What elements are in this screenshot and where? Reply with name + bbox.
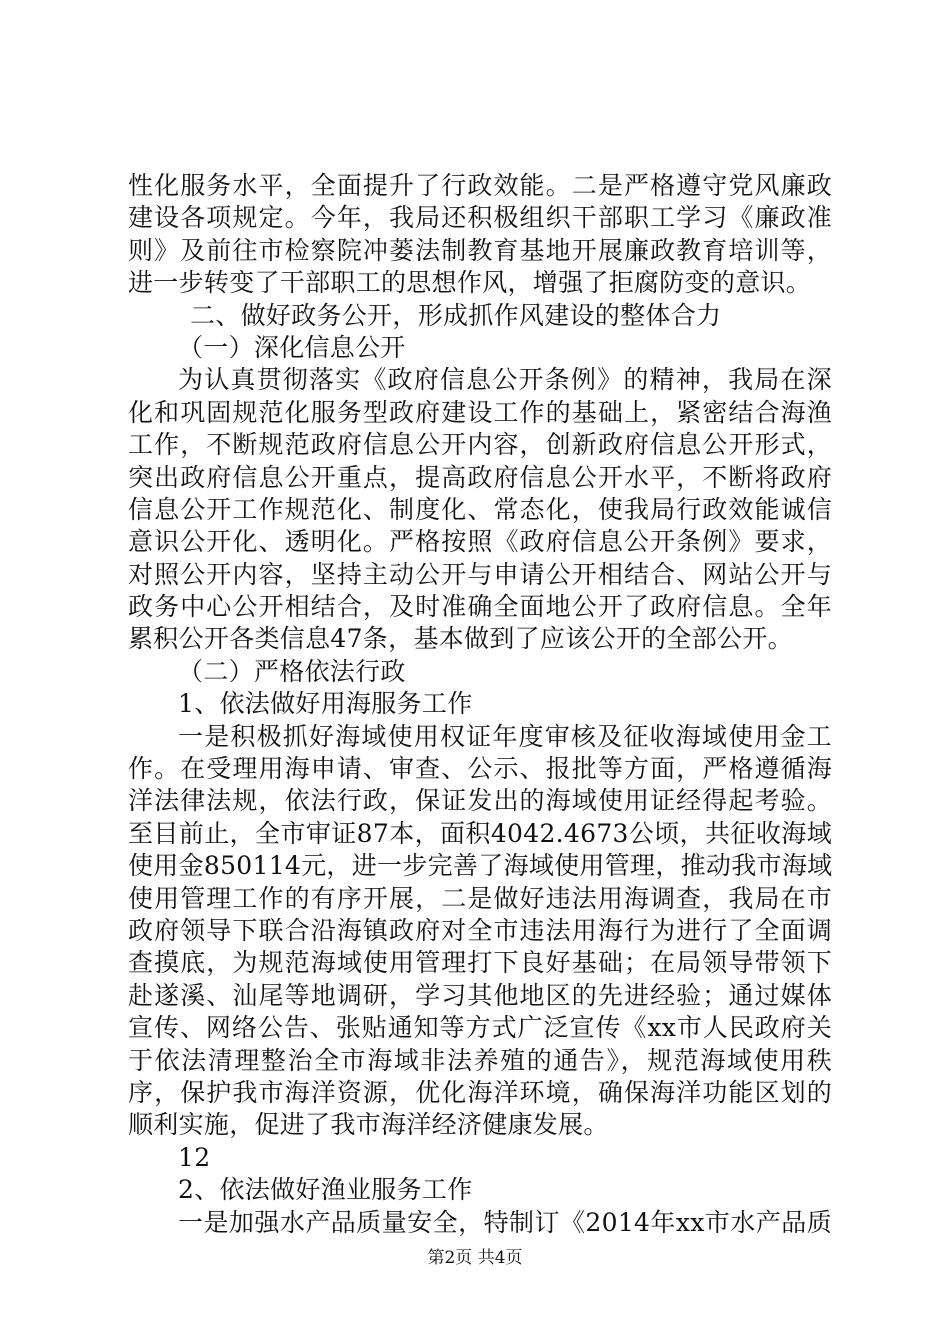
text-line: 意识公开化、透明化。严格按照《政府信息公开条例》要求， bbox=[128, 527, 832, 557]
text-line: 政务中心公开相结合，及时准确全面地公开了政府信息。全年 bbox=[128, 592, 832, 622]
text-line: 1、依法做好用海服务工作 bbox=[178, 689, 473, 719]
text-line: 于依法清理整治全市海域非法养殖的通告》，规范海域使用秩 bbox=[128, 1045, 832, 1075]
text-line: 赴遂溪、汕尾等地调研，学习其他地区的先进经验；通过媒体 bbox=[128, 980, 832, 1010]
text-line: 查摸底，为规范海域使用管理打下良好基础；在局领导带领下 bbox=[128, 948, 832, 978]
text-line: 至目前止，全市审证87本，面积4042.4673公顷，共征收海域 bbox=[128, 818, 832, 848]
text-line: 性化服务水平，全面提升了行政效能。二是严格遵守党风廉政 bbox=[128, 171, 832, 200]
text-line: 工作，不断规范政府信息公开内容，创新政府信息公开形式， bbox=[128, 430, 832, 460]
text-line: 2、依法做好渔业服务工作 bbox=[178, 1175, 473, 1205]
text-line: 一是积极抓好海域使用权证年度审核及征收海域使用金工 bbox=[178, 721, 832, 751]
page-footer: 第2页 共4页 bbox=[427, 1248, 523, 1268]
text-line: 化和巩固规范化服务型政府建设工作的基础上，紧密结合海渔 bbox=[128, 397, 832, 427]
text-line: 累积公开各类信息47条，基本做到了应该公开的全部公开。 bbox=[128, 624, 793, 654]
text-line: 为认真贯彻落实《政府信息公开条例》的精神，我局在深 bbox=[178, 365, 832, 395]
text-line: 二、做好政务公开，形成抓作风建设的整体合力 bbox=[190, 300, 722, 330]
text-line: 使用金850114元，进一步完善了海域使用管理，推动我市海域 bbox=[128, 851, 833, 881]
text-line: 使用管理工作的有序开展，二是做好违法用海调查，我局在市 bbox=[128, 883, 832, 913]
text-line: 建设各项规定。今年，我局还积极组织干部职工学习《廉政准 bbox=[128, 203, 832, 233]
text-line: 12 bbox=[178, 1142, 211, 1172]
text-line: 突出政府信息公开重点，提高政府信息公开水平，不断将政府 bbox=[128, 462, 832, 492]
text-line: 一是加强水产品质量安全，特制订《2014年xx市水产品质 bbox=[178, 1207, 832, 1237]
text-line: （二）严格依法行政 bbox=[178, 656, 406, 686]
text-line: 进一步转变了干部职工的思想作风，增强了拒腐防变的意识。 bbox=[128, 268, 812, 298]
text-line: 则》及前往市检察院冲蒌法制教育基地开展廉政教育培训等， bbox=[128, 235, 832, 265]
text-line: 信息公开工作规范化、制度化、常态化，使我局行政效能诚信 bbox=[128, 494, 832, 524]
text-line: （一）深化信息公开 bbox=[178, 332, 406, 362]
document-body bbox=[128, 170, 832, 1239]
text-line: 序，保护我市海洋资源，优化海洋环境，确保海洋功能区划的 bbox=[128, 1077, 832, 1107]
text-line: 对照公开内容，坚持主动公开与申请公开相结合、网站公开与 bbox=[128, 559, 832, 589]
text-line: 作。在受理用海申请、审查、公示、报批等方面，严格遵循海 bbox=[128, 754, 832, 784]
text-line: 顺利实施，促进了我市海洋经济健康发展。 bbox=[128, 1110, 609, 1140]
text-line: 政府领导下联合沿海镇政府对全市违法用海行为进行了全面调 bbox=[128, 915, 832, 945]
text-line: 宣传、网络公告、张贴通知等方式广泛宣传《xx市人民政府关 bbox=[128, 1013, 832, 1043]
text-line: 洋法律法规，依法行政，保证发出的海域使用证经得起考验。 bbox=[128, 786, 832, 816]
